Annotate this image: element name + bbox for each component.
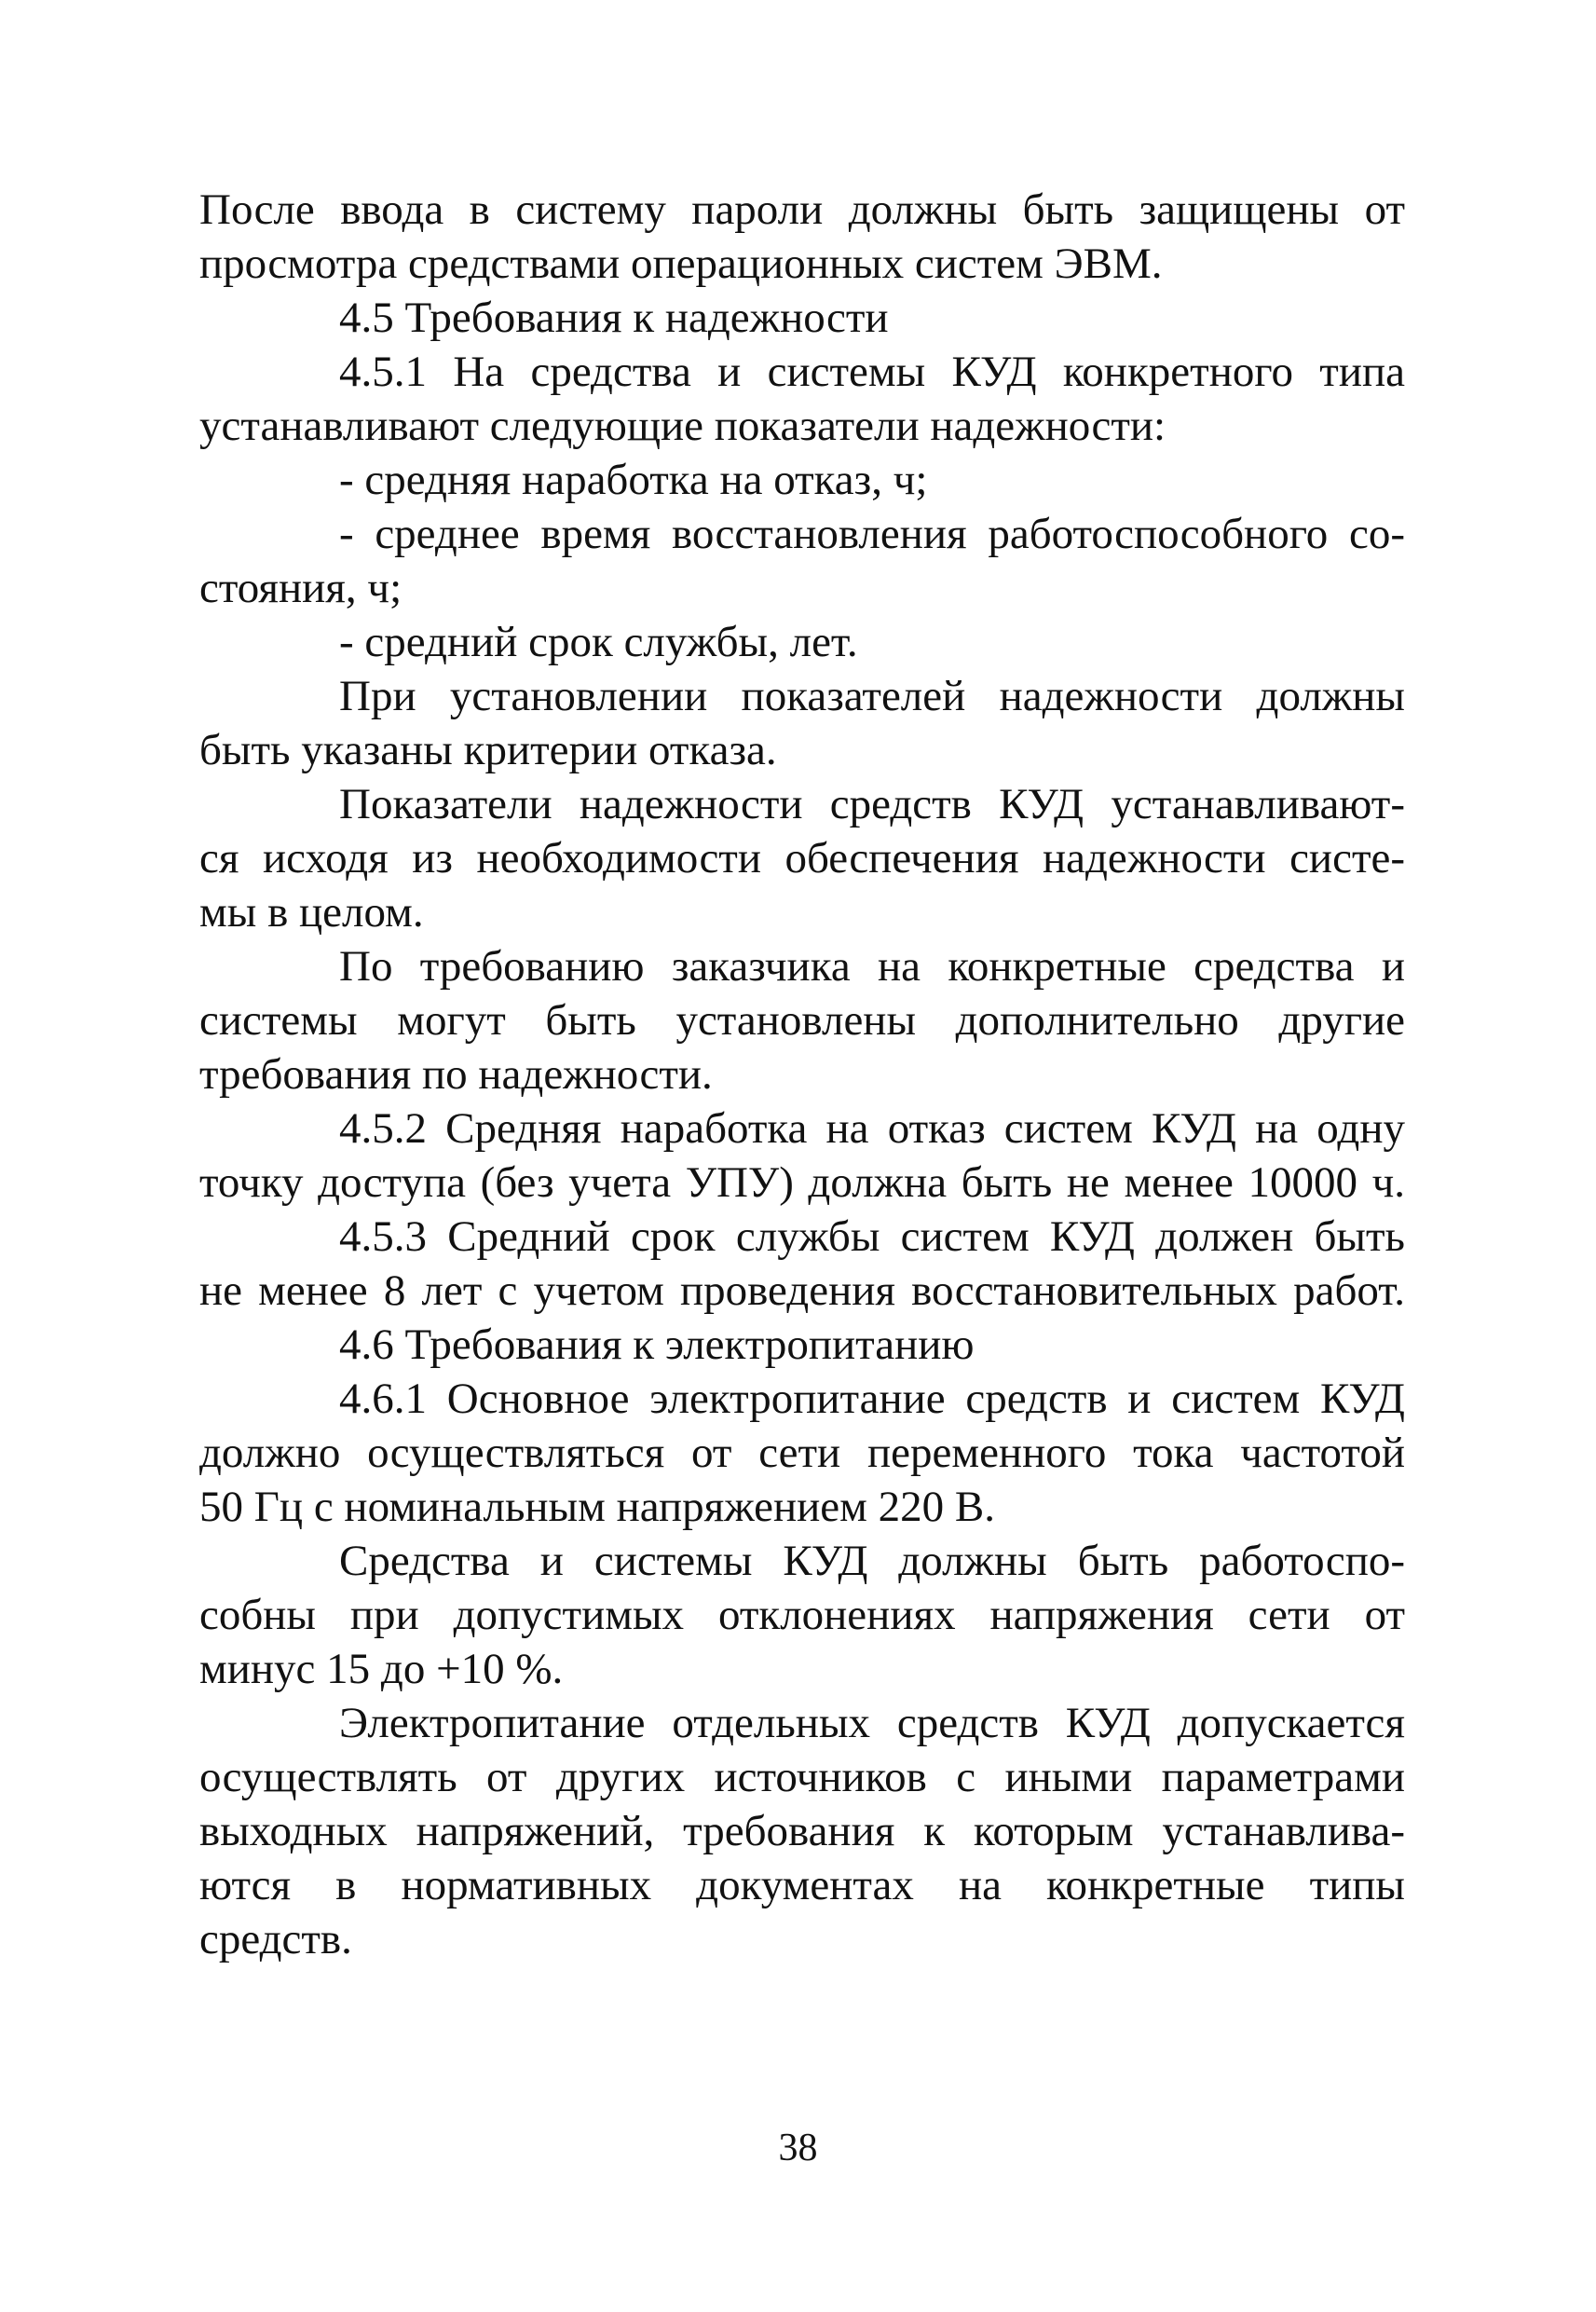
text-line: 4.6.1 Основное электропитание средств и систем КУД bbox=[339, 1375, 1405, 1423]
text-line: точку доступа (без учета УПУ) должна быть не менее 10000 ч. bbox=[199, 1158, 1405, 1207]
text-line: После ввода в систему пароли должны быть защищены от bbox=[199, 185, 1405, 234]
text-line: должно осуществляться от сети переменного тока частотой bbox=[199, 1429, 1405, 1477]
text-line: ся исходя из необходимости обеспечения надежности систе- bbox=[199, 834, 1405, 882]
text-line: - среднее время восстановления работоспособного со- bbox=[339, 510, 1405, 558]
text-line: 4.5.2 Средняя наработка на отказ систем КУД на одну bbox=[339, 1104, 1405, 1153]
text-line: Электропитание отдельных средств КУД допускается bbox=[339, 1699, 1405, 1747]
text-line: стояния, ч; bbox=[199, 564, 402, 612]
text-line: выходных напряжений, требования к которым устанавлива- bbox=[199, 1807, 1405, 1855]
text-line: не менее 8 лет с учетом проведения восстановительных работ. bbox=[199, 1266, 1405, 1315]
text-line: осуществлять от других источников с иными параметрами bbox=[199, 1753, 1405, 1801]
text-line: просмотра средствами операционных систем ЭВМ. bbox=[199, 239, 1163, 288]
text-line: собны при допустимых отклонениях напряжения сети от bbox=[199, 1591, 1405, 1639]
text-line: Средства и системы КУД должны быть работоспо- bbox=[339, 1537, 1405, 1585]
text-line: ются в нормативных документах на конкретные типы bbox=[199, 1861, 1405, 1909]
page-number: 38 bbox=[778, 2127, 818, 2169]
text-line: 4.5.3 Средний срок службы систем КУД должен быть bbox=[339, 1212, 1405, 1261]
text-line: 4.5.1 На средства и системы КУД конкретного типа bbox=[339, 348, 1405, 396]
text-line: Показатели надежности средств КУД устанавливают- bbox=[339, 780, 1405, 828]
text-line: системы могут быть установлены дополнительно другие bbox=[199, 996, 1405, 1045]
body-text bbox=[199, 183, 1405, 1966]
text-line: мы в целом. bbox=[199, 888, 424, 937]
text-line: 4.6 Требования к электропитанию bbox=[339, 1320, 975, 1369]
text-line: По требованию заказчика на конкретные средства и bbox=[339, 942, 1405, 991]
text-line: минус 15 до +10 %. bbox=[199, 1645, 564, 1693]
text-line: требования по надежности. bbox=[199, 1050, 713, 1099]
text-line: средств. bbox=[199, 1915, 352, 1963]
text-line: устанавливают следующие показатели надежности: bbox=[199, 402, 1166, 450]
text-line: 50 Гц с номинальным напряжением 220 В. bbox=[199, 1483, 996, 1531]
text-line: 4.5 Требования к надежности bbox=[339, 294, 889, 342]
text-line: - средняя наработка на отказ, ч; bbox=[339, 456, 928, 504]
text-line: При установлении показателей надежности должны bbox=[339, 672, 1405, 720]
text-line: быть указаны критерии отказа. bbox=[199, 726, 777, 774]
text-line: - средний срок службы, лет. bbox=[339, 618, 858, 666]
